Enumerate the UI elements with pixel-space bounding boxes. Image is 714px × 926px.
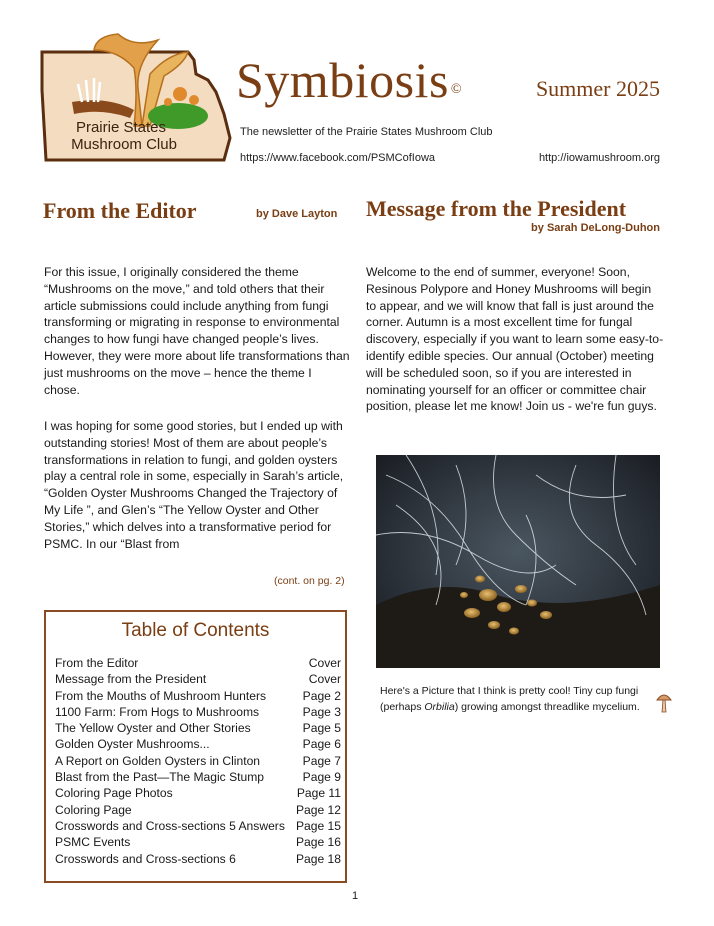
- toc-item-title: Message from the President: [55, 672, 207, 687]
- toc-item-title: The Yellow Oyster and Other Stories: [55, 721, 251, 736]
- toc-item[interactable]: [55, 720, 341, 736]
- toc-title: Table of Contents: [121, 620, 270, 641]
- toc-item-title: A Report on Golden Oysters in Clinton: [55, 753, 261, 768]
- toc-item-title: Crosswords and Cross-sections 6: [55, 851, 236, 866]
- toc-item-page: Page 11: [296, 786, 341, 801]
- editor-byline: by Dave Layton: [256, 208, 338, 220]
- toc-item-title: From the Editor: [55, 656, 139, 670]
- website-link[interactable]: http://iowamushroom.org: [538, 152, 660, 164]
- issue-label: Summer 2025: [535, 76, 660, 101]
- toc-item-page: Cover: [308, 672, 341, 687]
- toc-item-page: Page 15: [295, 818, 341, 833]
- tagline: The newsletter of the Prairie States Mushroom Club: [240, 126, 493, 138]
- president-byline: by Sarah DeLong-Duhon: [531, 222, 660, 234]
- editor-paragraph-1: For this issue, I originally considered the theme “Mushrooms on the move,” and told others that their article submissions could include anything from fungi transforming or migrating in response to environmental changes to how fungi have changed people’s lives. However, they were more about life transformations than just mushrooms on the move – hence the theme I chose.: [44, 265, 350, 397]
- toc-item[interactable]: [55, 704, 341, 720]
- table-of-contents: [44, 610, 347, 883]
- caption-text-start: Here's a Picture that I think is pretty cool! Tiny cup fungi (perhaps: [380, 685, 639, 713]
- toc-item-page: Page 16: [295, 835, 341, 850]
- toc-item[interactable]: [55, 785, 341, 801]
- editor-heading: From the Editor: [43, 198, 197, 223]
- toc-item-page: Page 7: [302, 753, 341, 768]
- toc-item-title: Coloring Page Photos: [55, 786, 173, 801]
- logo-line1: Prairie States: [75, 119, 167, 136]
- club-logo: [38, 30, 234, 170]
- toc-item[interactable]: [55, 851, 341, 867]
- caption-species: Orbilia: [424, 701, 455, 713]
- title-text: Symbiosis: [236, 52, 449, 108]
- toc-list: [55, 655, 341, 867]
- toc-item-title: Coloring Page: [55, 802, 132, 817]
- toc-item-page: Cover: [308, 656, 341, 670]
- toc-item-title: 1100 Farm: From Hogs to Mushrooms: [55, 704, 260, 719]
- toc-item-title: PSMC Events: [55, 835, 131, 850]
- toc-item-title: Crosswords and Cross-sections 5 Answers: [55, 818, 285, 833]
- toc-item[interactable]: [55, 671, 341, 687]
- toc-item-page: Page 5: [302, 721, 341, 736]
- newsletter-title: [236, 52, 462, 108]
- copyright-mark: ©: [450, 82, 463, 97]
- toc-item-title: Golden Oyster Mushrooms...: [55, 737, 210, 752]
- toc-item-page: Page 18: [295, 851, 341, 866]
- toc-item-page: Page 2: [302, 688, 341, 703]
- toc-item-page: Page 3: [302, 704, 341, 719]
- toc-item[interactable]: [55, 818, 341, 834]
- toc-item-page: Page 6: [302, 737, 341, 752]
- toc-item[interactable]: [55, 834, 341, 850]
- toc-item[interactable]: [55, 688, 341, 704]
- toc-item[interactable]: [55, 769, 341, 785]
- toc-item-title: Blast from the Past—The Magic Stump: [55, 770, 265, 785]
- toc-item[interactable]: [55, 802, 341, 818]
- president-paragraph-1: Welcome to the end of summer, everyone! Soon, Resinous Polypore and Honey Mushrooms will begin to appear, and we will know that fall is just around the corner. Autumn is a most excellent time for fungal discovery, especially if you want to learn some easy-to-identify edible species. Our annual (October) meeting will be scheduled soon, so if you are interested in nominating yourself for an officer or committee chair position, please let me know! Join us - we're fun guys.: [366, 265, 664, 414]
- president-heading: Message from the President: [366, 196, 627, 221]
- logo-line2: Mushroom Club: [71, 136, 177, 153]
- cup-fungi-photo: [376, 455, 660, 668]
- toc-item-title: From the Mouths of Mushroom Hunters: [55, 688, 267, 703]
- toc-item-page: Page 9: [302, 770, 341, 785]
- toc-item-page: Page 12: [295, 802, 341, 817]
- page-number: 1: [352, 890, 359, 902]
- toc-item[interactable]: [55, 753, 341, 769]
- photo-caption: [380, 683, 660, 715]
- editor-paragraph-2: I was hoping for some good stories, but I ended up with outstanding stories! Most of them are about people’s transformations in relation to fungi, and golden oysters play a central role in some, especially in Sarah’s article, “Golden Oyster Mushrooms Changed the Trajectory of My Life ”, and Glen’s “The Yellow Oyster and Other Stories,” which delves into a transformative period for PSMC. In our “Blast from: [44, 419, 344, 551]
- toc-item[interactable]: [55, 655, 341, 671]
- caption-text-end: ) growing amongst threadlike mycelium.: [454, 701, 640, 713]
- toc-item[interactable]: [55, 736, 341, 752]
- facebook-link[interactable]: https://www.facebook.com/PSMCofIowa: [240, 152, 436, 164]
- mushroom-icon: [656, 692, 672, 714]
- continued-note: (cont. on pg. 2): [274, 575, 345, 587]
